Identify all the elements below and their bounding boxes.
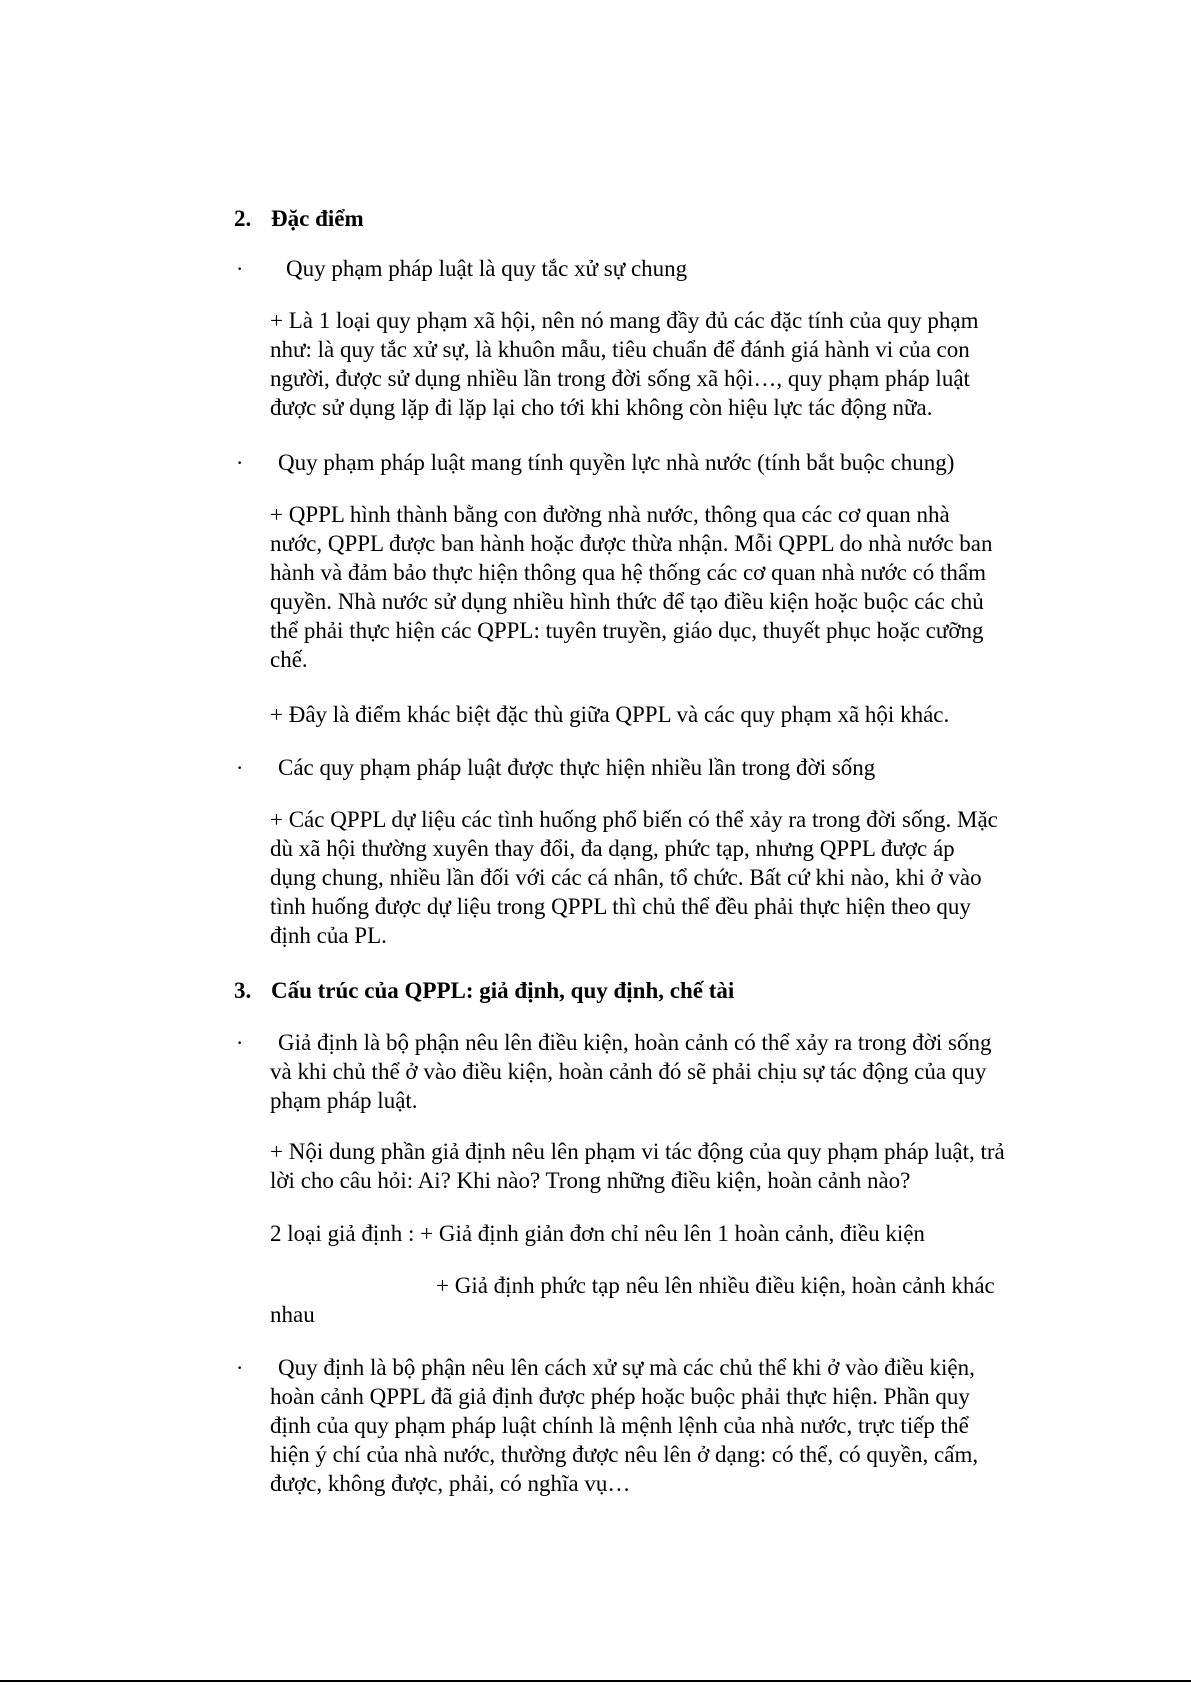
bullet-dot: ·: [236, 1355, 244, 1380]
bullet-text: Các quy phạm pháp luật được thực hiện nhiều lần trong đời sống: [278, 755, 876, 780]
section-title: Cấu trúc của QPPL: giả định, quy định, chế tài: [271, 978, 735, 1003]
bullet-dot: ·: [236, 450, 244, 475]
paragraph: + Nội dung phần giả định nêu lên phạm vi tác động của quy phạm pháp luật, trả lời cho câu hỏi: Ai? Khi nào? Trong những điều kiện, hoàn cảnh nào?: [270, 1139, 1005, 1193]
section-number: 2.: [234, 206, 252, 231]
bullet-dot: ·: [236, 256, 244, 281]
paragraph: + Các QPPL dự liệu các tình huống phổ biến có thể xảy ra trong đời sống. Mặc dù xã hội thường xuyên thay đổi, đa dạng, phức tạp, nhưng QPPL được áp dụng chung, nhiều lần đối với các cá nhân, tổ chức. Bất cứ khi nào, khi ở vào tình huống được dự liệu trong QPPL thì chủ thể đều phải thực hiện theo quy định của PL.: [270, 807, 998, 948]
paragraph: + Giả định phức tạp nêu lên nhiều điều kiện, hoàn cảnh khác: [436, 1273, 995, 1298]
bullet-dot: ·: [236, 1030, 244, 1055]
paragraph: 2 loại giả định : + Giả định giản đơn chỉ nêu lên 1 hoàn cảnh, điều kiện: [270, 1221, 925, 1246]
paragraph: + QPPL hình thành bằng con đường nhà nước, thông qua các cơ quan nhà nước, QPPL được ban hành hoặc được thừa nhận. Mỗi QPPL do nhà nước ban hành và đảm bảo thực hiện thông qua hệ thống các cơ quan nhà nước có thẩm quyền. Nhà nước sử dụng nhiều hình thức để tạo điều kiện hoặc buộc các chủ thể phải thực hiện các QPPL: tuyên truyền, giáo dục, thuyết phục hoặc cưỡng chế.: [270, 502, 993, 672]
paragraph: + Là 1 loại quy phạm xã hội, nên nó mang đầy đủ các đặc tính của quy phạm như: là quy tắc xử sự, là khuôn mẫu, tiêu chuẩn để đánh giá hành vi của con người, được sử dụng nhiều lần trong đời sống xã hội…, quy phạm pháp luật được sử dụng lặp đi lặp lại cho tới khi không còn hiệu lực tác động nữa.: [270, 308, 979, 420]
section-title: Đặc điểm: [271, 206, 364, 231]
bullet-text: Giả định là bộ phận nêu lên điều kiện, hoàn cảnh có thể xảy ra trong đời sống và khi chủ thể ở vào điều kiện, hoàn cảnh đó sẽ phải chịu sự tác động của quy phạm pháp luật.: [270, 1030, 992, 1113]
bullet-text: Quy phạm pháp luật mang tính quyền lực nhà nước (tính bắt buộc chung): [278, 450, 955, 475]
paragraph: nhau: [270, 1302, 315, 1327]
bullet-text: Quy định là bộ phận nêu lên cách xử sự mà các chủ thể khi ở vào điều kiện, hoàn cảnh QPPL đã giả định được phép hoặc buộc phải thực hiện. Phần quy định của quy phạm pháp luật chính là mệnh lệnh của nhà nước, trực tiếp thể hiện ý chí của nhà nước, thường được nêu lên ở dạng: có thể, có quyền, cấm, được, không được, phải, có nghĩa vụ…: [270, 1355, 979, 1496]
section-number: 3.: [234, 978, 252, 1003]
paragraph: + Đây là điểm khác biệt đặc thù giữa QPPL và các quy phạm xã hội khác.: [270, 702, 950, 727]
section-heading-3: [234, 976, 734, 1005]
section-heading-2: [234, 204, 364, 233]
bullet-text: Quy phạm pháp luật là quy tắc xử sự chung: [286, 256, 688, 281]
bullet-dot: ·: [236, 755, 244, 780]
page-bottom-rule: [0, 1680, 1191, 1682]
